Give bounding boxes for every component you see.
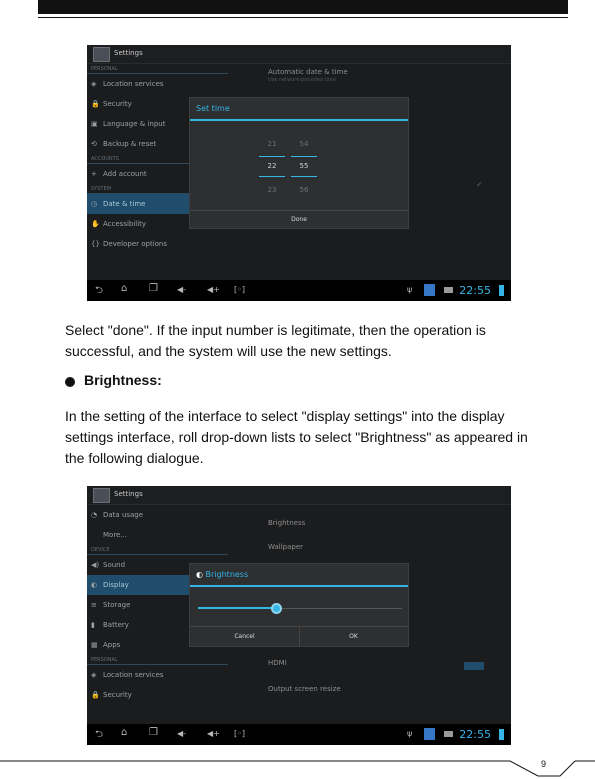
settings-item-label: Language & input	[103, 120, 166, 128]
back-icon[interactable]: ⮌	[95, 285, 104, 296]
screenshot-icon[interactable]: [◦]	[234, 729, 245, 738]
system-nav-bar	[87, 280, 511, 301]
hour-divider-top	[259, 156, 285, 157]
clock-icon: ◷	[91, 200, 98, 208]
settings-item[interactable]	[87, 234, 228, 254]
lock-icon: 🔒	[91, 691, 100, 699]
bullet-icon	[65, 377, 75, 387]
auto-date-time-sub: Use network-provided time	[268, 77, 336, 83]
settings-item[interactable]	[87, 665, 228, 685]
dialog-title: Set time	[190, 98, 408, 121]
section-header: ACCOUNTS	[87, 154, 228, 164]
settings-item-label: Apps	[103, 641, 121, 649]
screenshot-icon[interactable]: [◦]	[234, 285, 245, 294]
section-header: DEVICE	[87, 545, 228, 555]
battery-icon	[499, 285, 504, 296]
image-icon	[444, 731, 453, 737]
settings-item-label: Developer options	[103, 240, 168, 248]
usb-icon: ψ	[407, 285, 413, 294]
backup-icon: ⟲	[91, 140, 97, 148]
settings-item-label: Sound	[103, 561, 126, 569]
location-icon: ◈	[91, 80, 97, 88]
settings-item-label: Location services	[103, 671, 164, 679]
instruction-text-1: Select "done". If the input number is legitimate, then the operation is successful, and the system will use the new settings.	[65, 322, 486, 359]
action-bar-title: Settings	[114, 490, 143, 498]
clock: 22:55	[459, 728, 491, 741]
display-setting-item[interactable]: Wallpaper	[268, 543, 304, 551]
settings-item-label: Accessibility	[103, 220, 147, 228]
language-icon: ▣	[91, 120, 98, 128]
settings-item-label: Add account	[103, 170, 147, 178]
display-setting-item[interactable]: Output screen resize	[268, 685, 341, 693]
settings-item-label: Date & time	[103, 200, 146, 208]
cancel-button[interactable]: Cancel	[234, 633, 255, 640]
section-heading: Brightness:	[84, 372, 162, 388]
auto-date-time-label: Automatic date & time	[268, 68, 348, 76]
home-icon[interactable]: ⌂	[121, 283, 128, 294]
action-bar-title: Settings	[114, 49, 143, 57]
plus-icon: +	[91, 170, 97, 178]
brightness-slider[interactable]	[198, 608, 402, 609]
screenshot-brightness	[87, 486, 511, 745]
settings-item-label: Backup & reset	[103, 140, 157, 148]
set-time-dialog	[189, 97, 409, 229]
section-header: PERSONAL	[87, 655, 228, 665]
settings-icon	[93, 47, 110, 62]
hdmi-toggle[interactable]	[464, 662, 484, 670]
hour-current[interactable]: 22	[267, 162, 277, 170]
slider-thumb[interactable]	[271, 603, 282, 614]
settings-item-label: Location services	[103, 80, 164, 88]
settings-item-label: Security	[103, 691, 132, 699]
section-header: SYSTEM	[87, 184, 228, 194]
settings-item-label: Storage	[103, 601, 131, 609]
display-setting-item[interactable]: HDMI	[268, 659, 287, 667]
check-icon: ✓	[476, 180, 483, 189]
volume-down-icon[interactable]: ◀-	[177, 285, 187, 294]
volume-up-icon[interactable]: ◀+	[207, 729, 220, 738]
battery-icon	[499, 729, 504, 740]
display-icon: ◐	[91, 581, 98, 589]
settings-item[interactable]	[87, 685, 228, 705]
page-number: 9	[541, 759, 547, 769]
recent-apps-icon[interactable]: ❐	[149, 727, 158, 738]
braces-icon: {}	[91, 240, 100, 248]
display-setting-item[interactable]: Brightness	[268, 519, 306, 527]
settings-item-label: Data usage	[103, 511, 144, 519]
system-nav-bar	[87, 724, 511, 745]
apps-icon: ▦	[91, 641, 98, 649]
image-icon	[444, 287, 453, 293]
hand-icon: ✋	[91, 220, 100, 228]
home-icon[interactable]: ⌂	[121, 727, 128, 738]
minute-divider-top	[291, 156, 317, 157]
settings-item-label: More...	[103, 531, 128, 539]
ok-button[interactable]: OK	[349, 633, 358, 640]
location-icon: ◈	[91, 671, 97, 679]
battery-icon: ▮	[91, 621, 95, 629]
dialog-title	[190, 564, 408, 587]
action-bar	[87, 45, 511, 64]
back-icon[interactable]: ⮌	[95, 729, 104, 740]
brightness-dialog	[189, 563, 409, 647]
notification-icon[interactable]	[424, 284, 435, 296]
minute-next[interactable]: 56	[299, 186, 309, 194]
brightness-icon: ◐	[196, 570, 206, 579]
sound-icon: ◀)	[91, 561, 100, 569]
minute-divider-bottom	[291, 176, 317, 177]
minute-prev[interactable]: 54	[299, 140, 309, 148]
hour-divider-bottom	[259, 176, 285, 177]
minute-current[interactable]: 55	[299, 162, 309, 170]
slider-fill	[198, 607, 276, 609]
done-button[interactable]: Done	[190, 210, 408, 228]
settings-item-label: Security	[103, 100, 132, 108]
volume-up-icon[interactable]: ◀+	[207, 285, 220, 294]
hour-prev[interactable]: 21	[267, 140, 277, 148]
settings-icon	[93, 488, 110, 503]
instruction-text-2: In the setting of the interface to select "display settings" into the display settings interface, roll drop-down lists to select "Brightness" as appeared in the following dialogue.	[65, 408, 528, 466]
usb-icon: ψ	[407, 729, 413, 738]
settings-item[interactable]	[87, 74, 228, 94]
footer-rule	[0, 752, 595, 779]
hour-next[interactable]: 23	[267, 186, 277, 194]
settings-item[interactable]	[87, 505, 228, 525]
storage-icon: ≡	[91, 601, 97, 609]
notification-icon[interactable]	[424, 728, 435, 740]
settings-item[interactable]	[87, 525, 228, 545]
data-usage-icon: ◔	[91, 511, 98, 519]
dialog-buttons	[190, 626, 408, 646]
lock-icon: 🔒	[91, 100, 100, 108]
settings-item-label: Display	[103, 581, 129, 589]
section-header: PERSONAL	[87, 64, 228, 74]
recent-apps-icon[interactable]: ❐	[149, 283, 158, 294]
volume-down-icon[interactable]: ◀-	[177, 729, 187, 738]
auto-date-time-item[interactable]	[228, 64, 511, 86]
header-rule	[38, 17, 568, 18]
action-bar	[87, 486, 511, 505]
screenshot-date-time	[87, 45, 511, 301]
dialog-title-text: Brightness	[205, 570, 249, 579]
header-bar	[38, 0, 568, 14]
clock: 22:55	[459, 284, 491, 297]
settings-item-label: Battery	[103, 621, 129, 629]
